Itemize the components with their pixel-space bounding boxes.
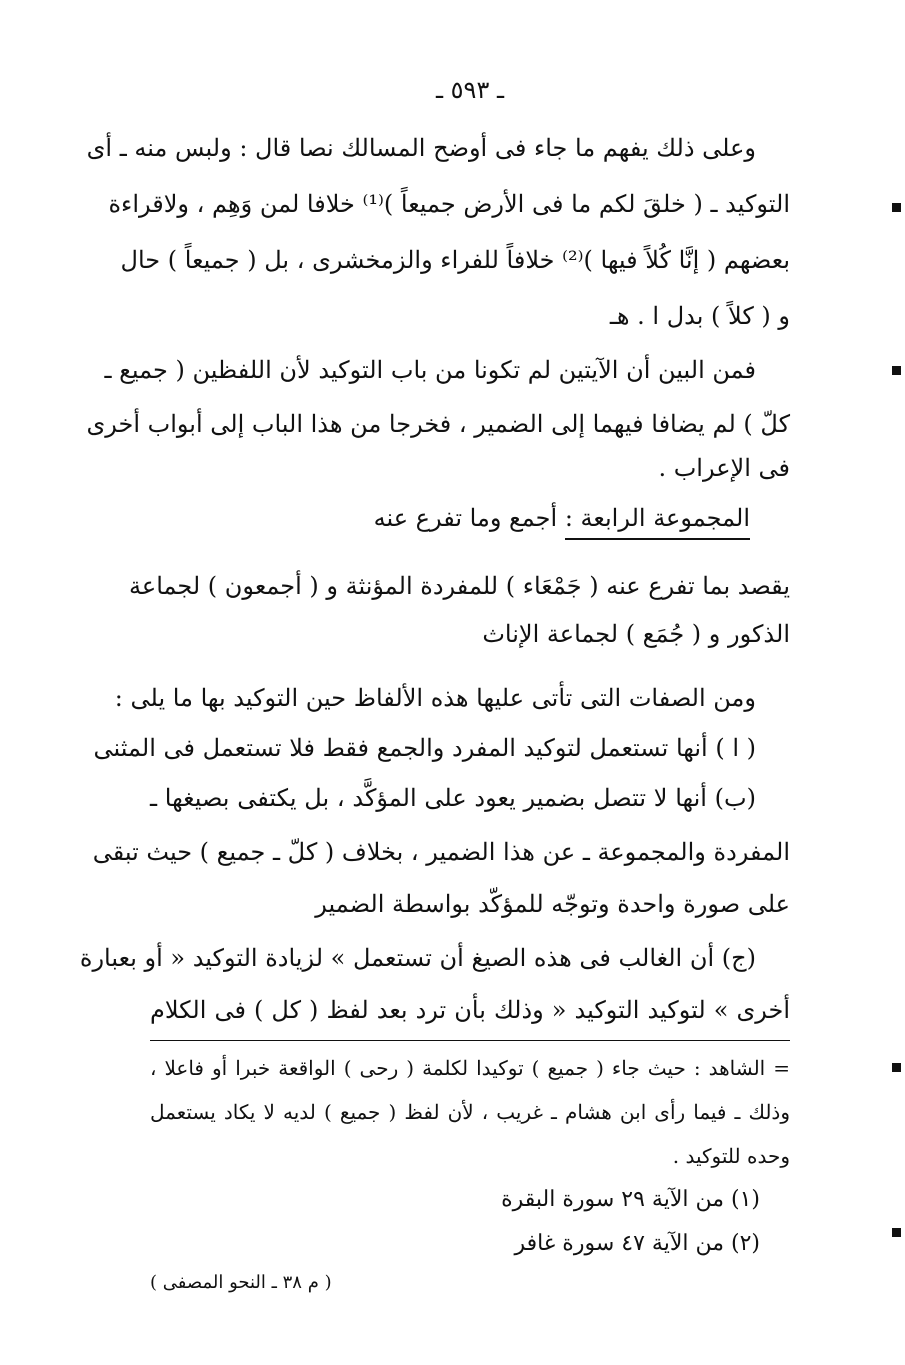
text-line: فى الإعراب . — [658, 454, 790, 482]
text-line: و ( كلاً ) بدل ا . هـ — [609, 302, 790, 330]
margin-mark-4 — [892, 1228, 901, 1237]
margin-mark-3 — [892, 1063, 901, 1072]
text-line: التوكيد ـ ( خلقَ لكم ما فى الأرض جميعاً )⁽¹⁾ خلافا لمن وَهِم ، ولاقراءة — [108, 190, 790, 218]
footnote-line: وحده للتوكيد . — [672, 1144, 790, 1168]
footnote-line: = الشاهد : حيث جاء ( جميع ) توكيدا لكلمة ( رحى ) الواقعة خبرا أو فاعلا ، — [150, 1056, 790, 1080]
footnote-ref-1: (١) من الآية ٢٩ سورة البقرة — [501, 1187, 760, 1212]
text-line: فمن البين أن الآيتين لم تكونا من باب التوكيد لأن اللفظين ( جميع ـ — [104, 356, 756, 384]
text-line: (ج) أن الغالب فى هذه الصيغ أن تستعمل » لزيادة التوكيد « أو بعبارة — [79, 944, 756, 972]
text-line: بعضهم ( إنَّا كُلاً فيها )⁽²⁾ خلافاً للفراء والزمخشرى ، بل ( جميعاً ) حال — [120, 246, 790, 274]
section-heading — [374, 498, 750, 538]
page-number: ـ ٥٩٣ ـ — [435, 76, 504, 104]
text-line: الذكور و ( جُمَع ) لجماعة الإناث — [482, 620, 790, 648]
text-line: يقصد بما تفرع عنه ( جَمْعَاء ) للمفردة المؤنثة و ( أجمعون ) لجماعة — [129, 572, 790, 600]
text-line: على صورة واحدة وتوجّه للمؤكّد بواسطة الضمير — [315, 890, 790, 918]
signature-label: ( م ٣٨ ـ النحو المصفى ) — [150, 1272, 332, 1293]
margin-mark-1 — [892, 203, 901, 212]
text-line: كلّ ) لم يضافا فيهما إلى الضمير ، فخرجا من هذا الباب إلى أبواب أخرى — [86, 410, 790, 438]
text-line: المفردة والمجموعة ـ عن هذا الضمير ، بخلاف ( كلّ ـ جميع ) حيث تبقى — [92, 838, 790, 866]
section-heading-underlined: المجموعة الرابعة : — [565, 504, 750, 540]
book-page — [79, 0, 790, 1365]
text-line: (ب) أنها لا تتصل بضمير يعود على المؤكَّد ، بل يكتفى بصيغها ـ — [150, 784, 756, 812]
section-heading-text: أجمع وما تفرع عنه — [373, 504, 558, 532]
footnote-line: وذلك ـ فيما رأى ابن هشام ـ غريب ، لأن لفظ ( جميع ) لديه لا يكاد يستعمل — [150, 1100, 790, 1124]
footnote-ref-2: (٢) من الآية ٤٧ سورة غافر — [514, 1231, 760, 1256]
text-line: وعلى ذلك يفهم ما جاء فى أوضح المسالك نصا قال : ولبس منه ـ أى — [86, 134, 756, 162]
text-line: ومن الصفات التى تأتى عليها هذه الألفاظ حين التوكيد بها ما يلى : — [114, 684, 756, 712]
text-line: أخرى » لتوكيد التوكيد « وذلك بأن ترد بعد لفظ ( كل ) فى الكلام — [150, 996, 790, 1024]
text-line: ( ا ) أنها تستعمل لتوكيد المفرد والجمع فقط فلا تستعمل فى المثنى — [93, 734, 756, 762]
footnote-separator — [150, 1040, 790, 1041]
margin-mark-2 — [892, 366, 901, 375]
